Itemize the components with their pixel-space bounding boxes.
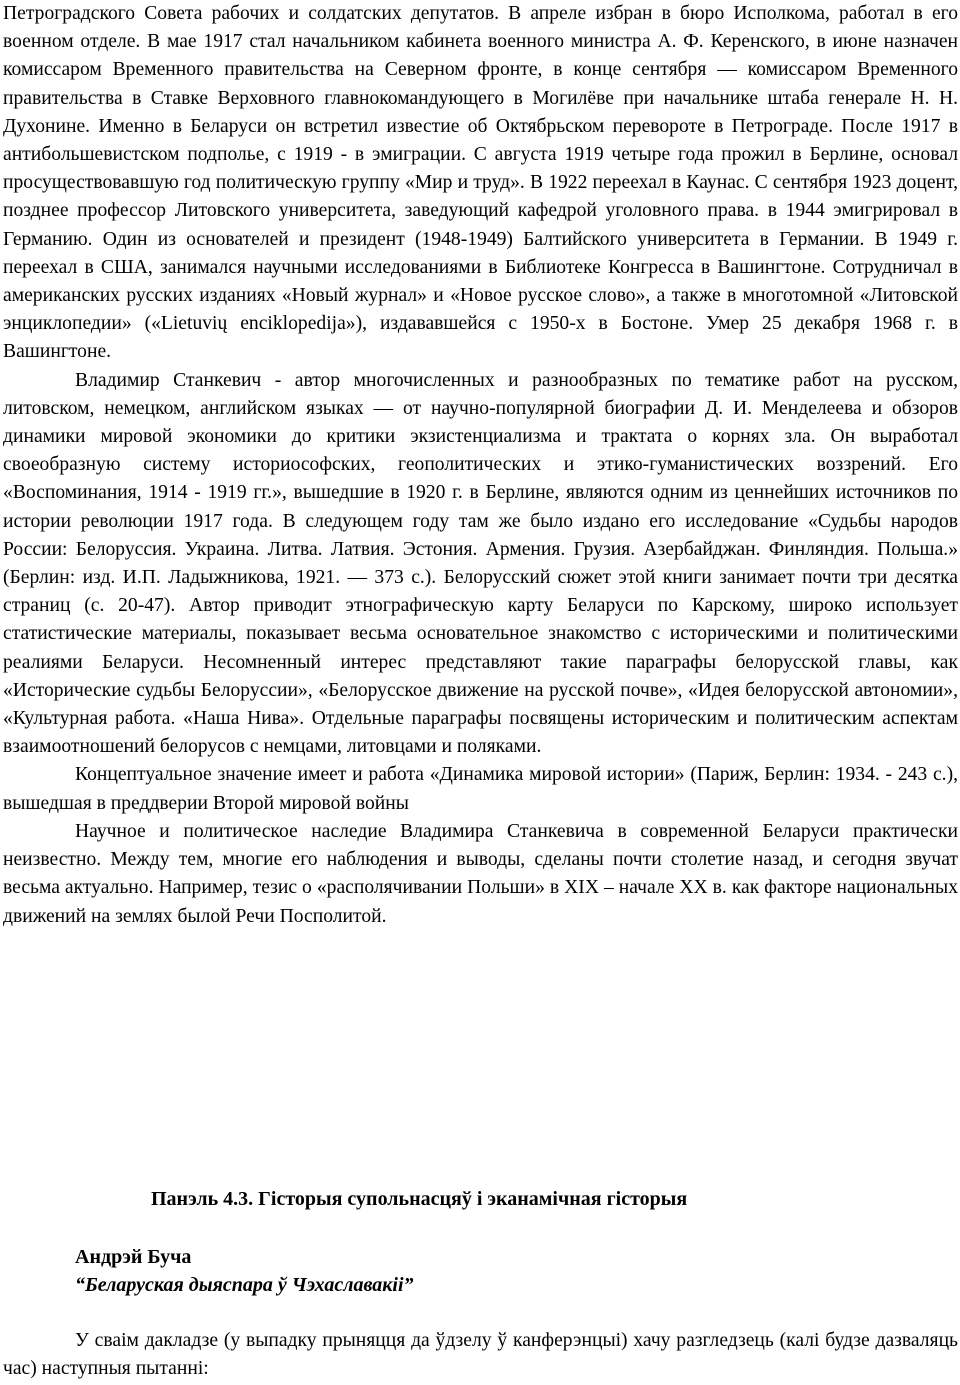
body-paragraph-2: Владимир Станкевич - автор многочисленных и разнообразных по тематике работ на русском, литовском, немецком, английском языках — от научно-популярной биографии Д. И. Менделеева и обзоров динамики мировой экономики до критики экзистенциализма и трактата о корнях зла. Он выработал своеобразную систему историософских, геополитических и этико-гуманистических воззрений. Его «Воспоминания, 1914 - 1919 гг.», вышедшие в 1920 г. в Берлине, являются одним из ценнейших источников по истории революции 1917 года. В следующем году там же было издано его исследование «Судьбы народов России: Белоруссия. Украина. Литва. Латвия. Эстония. Армения. Грузия. Азербайджан. Финляндия. Польша.» (Берлин: изд. И.П. Ладыжникова, 1921. — 373 с.). Белорусский сюжет этой книги занимает почти три десятка страниц (с. 20-47). Автор приводит этнографическую карту Беларуси по Карскому, широко использует статистические материалы, показывает весьма основательное знакомство с историческими и политическими реалиями Беларуси. Несомненный интерес представляют такие параграфы белорусской главы, как «Исторические судьбы Белоруссии», «Белорусское движение на русской почве», «Идея белорусской автономии», «Культурная работа. «Наша Нива». Отдельные параграфы посвящены историческим и политическим аспектам взаимоотношений белорусов с немцами, литовцами и поляками. bbox=[3, 369, 958, 758]
document-page bbox=[3, 0, 958, 1380]
intro-paragraph: У сваім дакладзе (у выпадку прыняцця да ўдзелу ў канферэнцыі) хачу разгледзець (калі будзе дазваляць час) наступныя пытанні: bbox=[3, 1330, 958, 1380]
body-paragraph-3: Концептуальное значение имеет и работа «Динамика мировой истории» (Париж, Берлин: 1934. - 243 с.), вышедшая в преддверии Второй мировой войны bbox=[3, 764, 958, 814]
talk-title: “Беларуская дыяспара ў Чэхаславакіі” bbox=[75, 1274, 414, 1296]
body-paragraph-4: Научное и политическое наследие Владимира Станкевича в современной Беларуси практически неизвестно. Между тем, многие его наблюдения и выводы, сделаны почти столетие назад, и сегодня звучат весьма актуально. Например, тезис о «располячивании Польши» в XIX – начале XX в. как факторе национальных движений на землях былой Речи Посполитой. bbox=[3, 820, 958, 927]
author-name: Андрэй Буча bbox=[75, 1246, 192, 1268]
panel-heading: Панэль 4.3. Гісторыя супольнасцяў і эканамічная гісторыя bbox=[151, 1188, 688, 1210]
body-paragraph-1: Петроградского Совета рабочих и солдатских депутатов. В апреле избран в бюро Исполкома, работал в его военном отделе. В мае 1917 стал начальником кабинета военного министра А. Ф. Керенского, в июне назначен комиссаром Временного правительства на Северном фронте, в конце сентября — комиссаром Временного правительства в Ставке Верховного главнокомандующего в Могилёве при начальнике штаба генерале Н. Н. Духонине. Именно в Беларуси он встретил известие об Октябрьском перевороте в Петрограде. После 1917 в антибольшевистском подполье, с 1919 - в эмиграции. С августа 1919 четыре года прожил в Берлине, основал просуществовавшую год политическую группу «Мир и труд». В 1922 переехал в Каунас. С сентября 1923 доцент, позднее профессор Литовского университета, заведующий кафедрой уголовного права. в 1944 эмигрировал в Германию. Один из основателей и президент (1948-1949) Балтийского университета в Германии. В 1949 г. переехал в США, занимался научными исследованиями в Библиотеке Конгресса в Вашингтоне. Сотрудничал в американских русских изданиях «Новый журнал» и «Новое русское слово», а также в многотомной «Литовской энциклопедии» («Lietuvių enciklopedija»), издававшейся с 1950-х в Бостоне. Умер 25 декабря 1968 г. в Вашингтоне. bbox=[3, 3, 958, 363]
